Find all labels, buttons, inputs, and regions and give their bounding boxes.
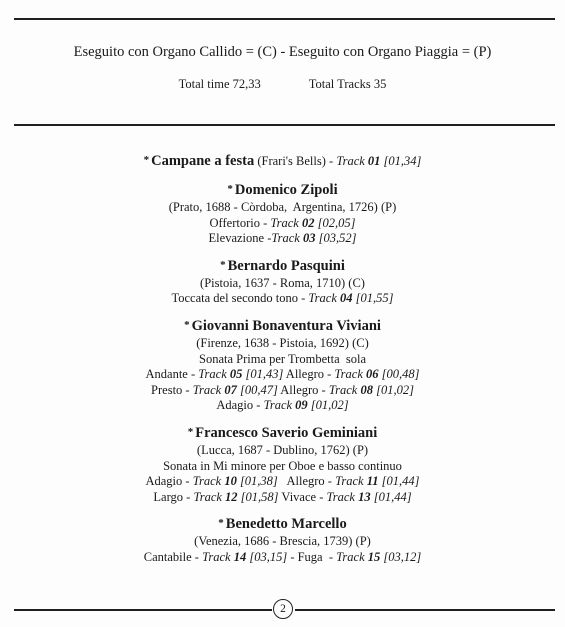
composer-section (0, 316, 565, 414)
info-line (0, 216, 565, 232)
track-ref: Track 07 [00,47] (192, 382, 278, 397)
track-ref: Track 14 [03,15] (202, 549, 288, 564)
track-number: 15 (367, 549, 381, 564)
composer-section (0, 423, 565, 505)
track-ref: Track 13 [01,44] (326, 489, 412, 504)
track-ref: Track 03 [03,52] (271, 231, 357, 246)
track-number: 12 (225, 489, 238, 504)
composer-section (0, 180, 565, 247)
info-line (0, 336, 565, 352)
info-line (0, 200, 565, 216)
track-number: 01 (367, 154, 381, 168)
track-number: 02 (301, 215, 315, 230)
info-line (0, 291, 565, 307)
info-line (0, 474, 565, 490)
track-ref: Track 08 [01,02] (328, 382, 414, 397)
footer-rule-right (295, 609, 555, 611)
asterisk-marker: * (220, 258, 226, 271)
text-fragment: Toccata del secondo tono - (171, 291, 309, 306)
composer-name-text: Campane a festa (151, 153, 255, 169)
text-fragment: Presto - (151, 382, 193, 397)
info-line (0, 534, 565, 550)
track-number: 07 (224, 382, 237, 397)
composer-name-text: Bernardo Pasquini (227, 257, 345, 274)
track-number: 14 (233, 549, 247, 564)
track-number: 03 (302, 231, 316, 246)
page-number: 2 (273, 599, 293, 619)
composer-section (0, 152, 565, 171)
text-fragment: Sonata in Mi minore per Oboe e basso continuo (163, 458, 402, 473)
piece-title-line (0, 152, 565, 171)
asterisk-marker: * (218, 517, 224, 530)
asterisk-marker: * (227, 183, 233, 195)
info-line (0, 443, 565, 459)
text-fragment: Allegro - (277, 382, 329, 397)
composer-name (0, 423, 565, 443)
info-line (0, 490, 565, 506)
text-fragment: Andante - (145, 367, 199, 382)
track-number: 04 (340, 291, 353, 306)
track-number: 11 (366, 474, 379, 489)
composer-section (0, 256, 565, 307)
composer-name-text: Domenico Zipoli (234, 182, 338, 198)
footer-rule-left (14, 609, 272, 611)
composer-name-text: Francesco Saverio Geminiani (195, 424, 378, 441)
piece-note: (Frari's Bells) - (257, 154, 337, 168)
composer-name (0, 514, 565, 534)
track-ref: Track 09 [01,02] (263, 398, 349, 413)
text-fragment: (Prato, 1688 - Còrdoba, Argentina, 1726) (P) (168, 200, 397, 214)
text-fragment: - Fuga - (287, 549, 337, 564)
text-fragment: Vivace - (278, 489, 327, 504)
text-fragment: Allegro - (283, 367, 335, 382)
organ-legend: Eseguito con Organo Callido = (C) - Eseguito con Organo Piaggia = (P) (73, 44, 492, 60)
text-fragment: Allegro - (277, 474, 336, 489)
track-ref: Track 04 [01,55] (308, 291, 394, 306)
track-ref: Track 05 [01,43] (198, 367, 284, 382)
text-fragment: Elevazione - (208, 231, 272, 246)
track-number: 08 (360, 382, 373, 397)
track-ref: Track 06 [00,48] (334, 367, 420, 382)
track-ref: Track 15 [03,12] (336, 549, 422, 564)
composer-section (0, 514, 565, 565)
track-ref: Track 11 [01,44] (335, 474, 420, 489)
text-fragment: Offertorio - (209, 215, 271, 230)
asterisk-marker: * (143, 154, 150, 166)
composer-name (0, 256, 565, 276)
track-number: 05 (229, 367, 243, 382)
asterisk-marker: * (184, 318, 190, 331)
total-tracks: Total Tracks 35 (308, 77, 387, 91)
text-fragment: (Firenze, 1638 - Pistoia, 1692) (C) (196, 335, 369, 350)
track-number: 09 (295, 398, 308, 413)
composer-name-text: Giovanni Bonaventura Viviani (191, 317, 381, 334)
info-line (0, 550, 565, 566)
track-number: 06 (366, 367, 379, 382)
track-listing (0, 152, 565, 575)
track-number: 10 (224, 474, 237, 489)
composer-name (0, 180, 565, 200)
track-number: 13 (358, 489, 371, 504)
text-fragment: Largo - (153, 489, 194, 504)
text-fragment: Cantabile - (143, 549, 203, 564)
top-rule (14, 18, 555, 20)
asterisk-marker: * (187, 425, 194, 438)
text-fragment: (Lucca, 1687 - Dublino, 1762) (P) (196, 442, 369, 457)
track-ref: Track 12 [01,58] (193, 489, 279, 504)
text-fragment: (Venezia, 1686 - Brescia, 1739) (P) (194, 534, 371, 549)
header-rule (14, 124, 555, 126)
info-line (0, 352, 565, 368)
info-line (0, 398, 565, 414)
info-line (0, 459, 565, 475)
total-time: Total time 72,33 (178, 77, 261, 91)
text-fragment: (Pistoia, 1637 - Roma, 1710) (C) (200, 275, 365, 290)
composer-name-text: Benedetto Marcello (225, 516, 347, 533)
text-fragment: Adagio - (145, 474, 193, 489)
info-line (0, 383, 565, 399)
info-line (0, 276, 565, 292)
text-fragment: Sonata Prima per Trombetta sola (199, 351, 366, 366)
totals-line (0, 77, 565, 92)
track-ref: Track 01 [01,34] (336, 154, 422, 168)
info-line (0, 367, 565, 383)
text-fragment: Adagio - (216, 398, 264, 413)
composer-name (0, 316, 565, 336)
info-line (0, 231, 565, 247)
track-ref: Track 02 [02,05] (270, 215, 356, 230)
track-ref: Track 10 [01,38] (192, 474, 278, 489)
